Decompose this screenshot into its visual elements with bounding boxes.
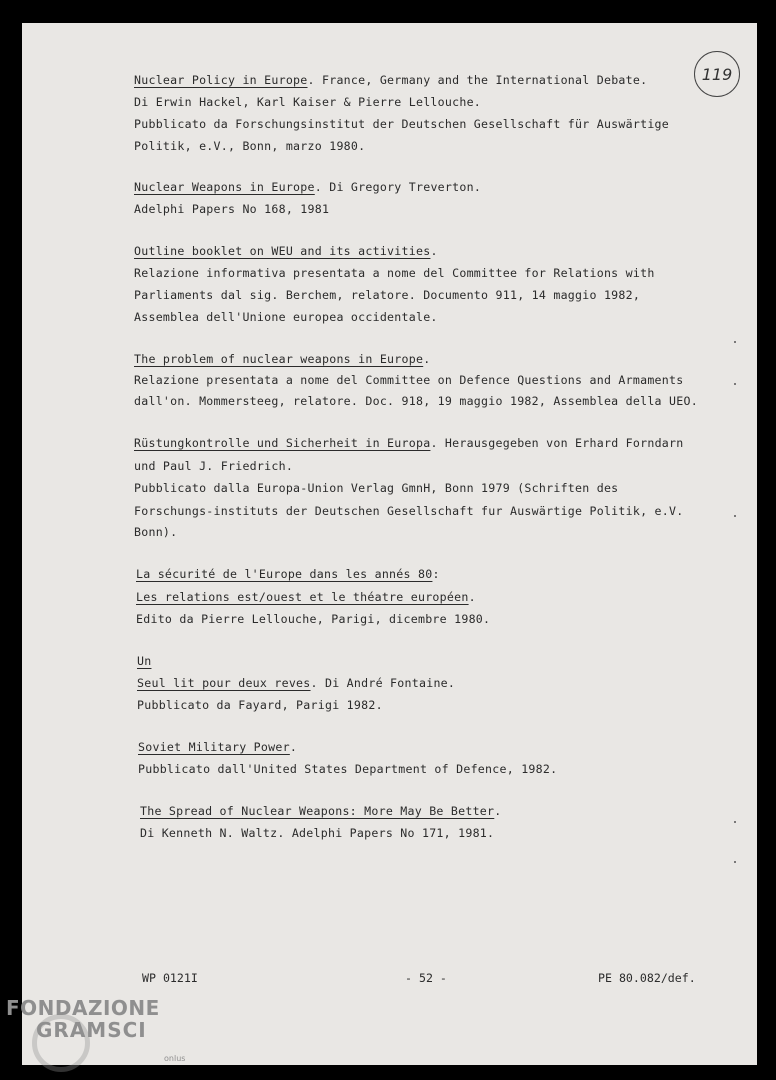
- entry-1-line-3: Pubblicato da Forschungsinstitut der Deutschen Gesellschaft für Auswärtige: [134, 117, 670, 131]
- entry-title-suffix: . Herausgegeben von Erhard Forndarn: [430, 436, 684, 450]
- entry-2-line-1: [134, 180, 481, 194]
- entry-4-line-3: dall'on. Mommersteeg, relatore. Doc. 918, 19 maggio 1982, Assemblea della UEO.: [134, 394, 698, 408]
- entry-9-line-2: Di Kenneth N. Waltz. Adelphi Papers No 171, 1981.: [140, 826, 495, 840]
- entry-title: Nuclear Policy in Europe: [134, 73, 308, 87]
- entry-4-line-1: [134, 352, 430, 366]
- entry-title: Rüstungkontrolle und Sicherheit in Europa: [134, 436, 431, 450]
- entry-3-line-2: Relazione informativa presentata a nome del Committee for Relations with: [134, 266, 655, 280]
- entry-7-line-1: [137, 654, 151, 668]
- footer-doc-code: WP 0121I: [142, 971, 198, 985]
- entry-title: Un: [137, 654, 152, 668]
- page-number-stamp: 119: [694, 51, 740, 97]
- speck: [734, 515, 736, 517]
- entry-5-line-1: [134, 436, 684, 450]
- entry-7-line-2: [137, 676, 455, 690]
- logo-line1: FONDAZIONE: [6, 996, 160, 1020]
- entry-title-suffix: . France, Germany and the International Debate.: [307, 73, 648, 87]
- entry-4-line-2: Relazione presentata a nome del Committee on Defence Questions and Armaments: [134, 373, 684, 387]
- entry-title-suffix: :: [432, 567, 440, 581]
- entry-3-line-1: [134, 244, 438, 258]
- logo-sub: onlus: [164, 1054, 186, 1063]
- entry-7-line-3: Pubblicato da Fayard, Parigi 1982.: [137, 698, 383, 712]
- entry-5-line-5: Bonn).: [134, 525, 178, 539]
- entry-6-line-3: Edito da Pierre Lellouche, Parigi, dicembre 1980.: [136, 612, 491, 626]
- entry-title: La sécurité de l'Europe dans les annés 80: [136, 567, 433, 581]
- entry-2-line-2: Adelphi Papers No 168, 1981: [134, 202, 330, 216]
- entry-9-line-1: [140, 804, 502, 818]
- speck: [734, 383, 736, 385]
- footer-page-number: - 52 -: [405, 971, 447, 985]
- footer-reference: PE 80.082/def.: [598, 971, 696, 985]
- entry-title: Nuclear Weapons in Europe: [134, 180, 315, 194]
- entry-1-line-4: Politik, e.V., Bonn, marzo 1980.: [134, 139, 366, 153]
- entry-title-suffix: .: [289, 740, 298, 754]
- entry-title: Outline booklet on WEU and its activities: [134, 244, 431, 258]
- entry-title-suffix: .: [423, 352, 431, 366]
- entry-6-line-1: [136, 567, 440, 581]
- entry-5-line-2: und Paul J. Friedrich.: [134, 459, 294, 473]
- entry-5-line-3: Pubblicato dalla Europa-Union Verlag GmnH, Bonn 1979 (Schriften des: [134, 481, 619, 495]
- entry-5-line-4: Forschungs-instituts der Deutschen Gesellschaft fur Auswärtige Politik, e.V.: [134, 504, 684, 518]
- entry-6-line-2: [136, 590, 476, 604]
- entry-title: The Spread of Nuclear Weapons: More May Be Better: [140, 804, 495, 818]
- entry-title-suffix: .: [468, 590, 476, 604]
- entry-title-suffix: . Di André Fontaine.: [310, 676, 456, 690]
- entry-title: The problem of nuclear weapons in Europe: [134, 352, 424, 366]
- entry-3-line-4: Assemblea dell'Unione europea occidentale.: [134, 310, 438, 324]
- entry-8-line-1: [138, 740, 297, 754]
- entry-title: Les relations est/ouest et le théatre européen: [136, 590, 469, 604]
- speck: [734, 821, 736, 823]
- speck: [734, 861, 736, 863]
- entry-title-suffix: . Di Gregory Treverton.: [314, 180, 482, 194]
- entry-8-line-2: Pubblicato dall'United States Department of Defence, 1982.: [138, 762, 558, 776]
- document-page: [22, 23, 757, 1065]
- entry-title: Soviet Military Power: [138, 740, 290, 754]
- entry-title-suffix: .: [430, 244, 438, 258]
- entry-title-suffix: .: [494, 804, 502, 818]
- speck: [734, 341, 736, 343]
- entry-1-line-2: Di Erwin Hackel, Karl Kaiser & Pierre Lellouche.: [134, 95, 482, 109]
- entry-title: Seul lit pour deux reves: [137, 676, 311, 690]
- fondazione-gramsci-watermark: [6, 996, 196, 1076]
- entry-3-line-3: Parliaments dal sig. Berchem, relatore. Documento 911, 14 maggio 1982,: [134, 288, 641, 302]
- entry-1-line-1: [134, 73, 647, 87]
- logo-line2: GRAMSCI: [36, 1018, 147, 1042]
